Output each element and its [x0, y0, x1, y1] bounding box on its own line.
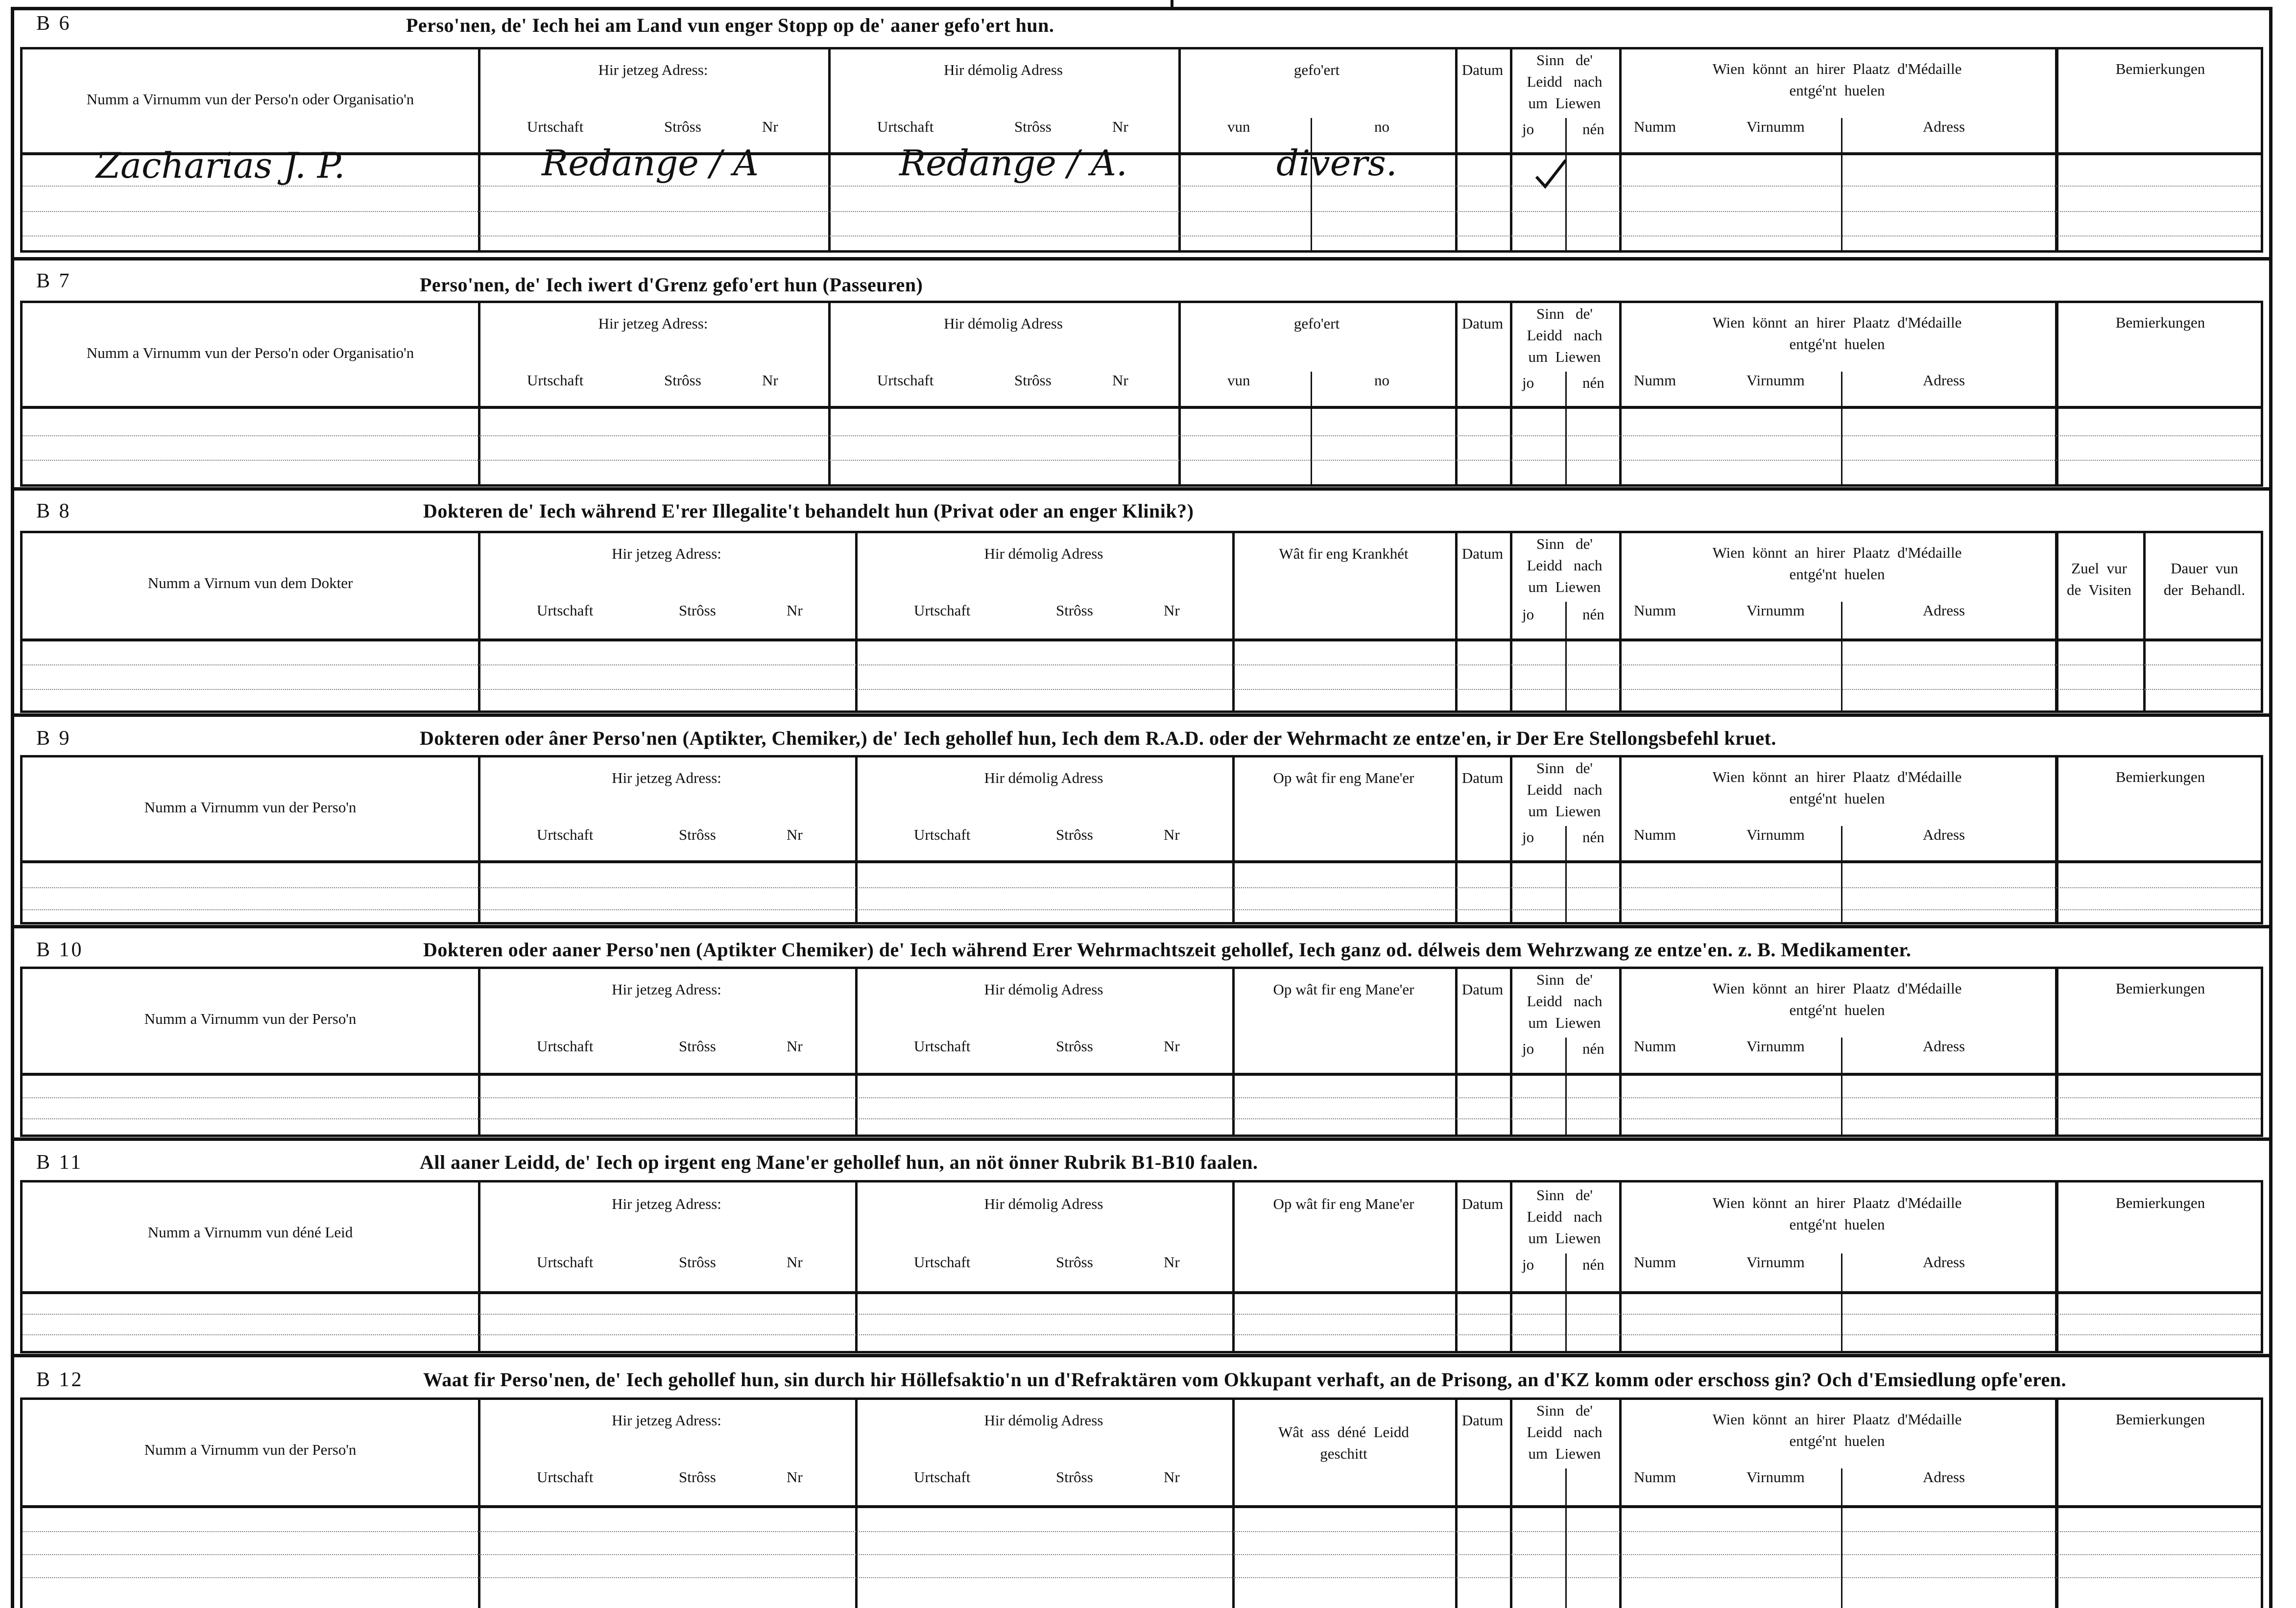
section-b8: [14, 491, 2269, 717]
section-title: Dokteren de' Iech während E'rer Illegalite't behandelt hun (Privat oder an enger Klinik?): [423, 500, 1194, 522]
handwritten-current-address: Redange / A: [542, 142, 759, 184]
section-title: Dokteren oder aaner Perso'nen (Aptikter Chemiker) de' Iech während Erer Wehrmachtszeit gehollef, Iech ganz od. délweis dem Wehrzwang ze entze'en. z. B. Medikamenter.: [423, 939, 1912, 961]
section-table: Numm a Virnumm vun der Perso'n oder Organisatio'n Hir jetzeg Adress: Urtschaft Strôss Nr Hir démolig Adress Urtschaft Strôss Nr gefo'ert vun no Datum Sinn de' Leidd nach um Liewen jo nén Wien könnt an hirer Plaatz d'Médaille entgé'nt huelen Numm Virnumm Adress Bemierkungen Zacharias J. P. Redange / A Redange / A. divers.: [20, 47, 2263, 253]
section-table: Numm a Virnumm vun déné Leid Hir jetzeg Adress: Urtschaft Strôss Nr Hir démolig Adress Urtschaft Strôss Nr Op wât fir eng Mane'er Datum Sinn de' Leidd nach um Liewen jo nén Wien könnt an hirer Plaatz d'Médaille entgé'nt huelen Numm Virnumm Adress Bemierkungen: [20, 1180, 2263, 1353]
sinn-header: Sinn de' Leidd nach um Liewen: [1527, 51, 1602, 112]
name-col-header: Numm a Virnumm vun der Perso'n oder Organisatio'n: [86, 91, 414, 108]
handwritten-former-address: Redange / A.: [899, 142, 1127, 184]
check-mark-icon: [1533, 157, 1568, 191]
handwritten-transport: divers.: [1276, 142, 1397, 184]
name-col-header: Numm a Virnumm vun der Perso'n: [144, 1010, 357, 1027]
section-b9: [14, 717, 2269, 928]
name-col-header: Numm a Virnumm vun der Perso'n: [144, 799, 357, 816]
section-title: Waat fir Perso'nen, de' Iech gehollef hun, sin durch hir Höllefsaktio'n un d'Refraktären vom Okkupant verhaft, an de Prisong, an d'KZ komm oder erschoss gin? Och d'Emsiedlung opfe'eren.: [423, 1369, 2067, 1391]
current-address-header: Hir jetzeg Adress:: [598, 61, 708, 78]
section-code: B 6: [36, 12, 72, 35]
section-title: Dokteren oder âner Perso'nen (Aptikter, Chemiker,) de' Iech gehollef hun, Iech dem R.A.D. oder der Wehrmacht ze entze'en, ir Der Ere Stellongsbefehl kruet.: [420, 727, 1776, 749]
medal-header: Wien könnt an hirer Plaatz d'Médaille entgé'nt huelen: [1712, 60, 1962, 99]
section-b10: [14, 928, 2269, 1141]
section-b11: [14, 1141, 2269, 1357]
section-table: Numm a Virnum vun dem Dokter Hir jetzeg Adress: Urtschaft Strôss Nr Hir démolig Adress Urtschaft Strôss Nr Wât fir eng Krankhét Datum Sinn de' Leidd nach um Liewen jo nén Wien könnt an hirer Plaatz d'Médaille entgé'nt huelen Numm Virnumm Adress Zuel vur de Visiten Dauer vun der Behandl.: [20, 531, 2263, 713]
section-code: B 10: [36, 939, 84, 961]
section-code: B 11: [36, 1151, 83, 1174]
section-code: B 8: [36, 500, 72, 522]
section-code: B 9: [36, 727, 72, 750]
section-title: Perso'nen, de' Iech iwert d'Grenz gefo'ert hun (Passeuren): [420, 274, 923, 296]
datum-header: Datum: [1461, 61, 1504, 78]
name-col-header: Numm a Virnumm vun der Perso'n: [144, 1441, 357, 1458]
handwritten-name: Zacharias J. P.: [96, 145, 345, 186]
duration-header: Dauer vun der Behandl.: [2163, 560, 2246, 598]
name-col-header: Numm a Virnumm vun der Perso'n oder Organisatio'n: [86, 344, 414, 361]
section-b12: [14, 1357, 2269, 1608]
section-table: Numm a Virnumm vun der Perso'n Hir jetzeg Adress: Urtschaft Strôss Nr Hir démolig Adress Urtschaft Strôss Nr Wât ass déné Leidd geschitt Datum Sinn de' Leidd nach um Liewen Wien könnt an hirer Plaatz d'Médaille entgé'nt huelen Numm Virnumm Adress Bemierkungen: [20, 1397, 2263, 1608]
extra-col-header: gefo'ert: [1293, 61, 1340, 78]
remarks-header: Bemierkungen: [2115, 60, 2205, 77]
visits-header: Zuel vur de Visiten: [2067, 560, 2131, 598]
section-b7: [14, 260, 2269, 491]
top-fold-mark: [1171, 0, 1173, 7]
section-code: B 7: [36, 270, 72, 292]
section-b6: [14, 7, 2269, 260]
section-table: Numm a Virnumm vun der Perso'n Hir jetzeg Adress: Urtschaft Strôss Nr Hir démolig Adress Urtschaft Strôss Nr Op wât fir eng Mane'er Datum Sinn de' Leidd nach um Liewen jo nén Wien könnt an hirer Plaatz d'Médaille entgé'nt huelen Numm Virnumm Adress Bemierkungen: [20, 967, 2263, 1137]
section-code: B 12: [36, 1369, 84, 1391]
section-title: Perso'nen, de' Iech hei am Land vun enger Stopp op de' aaner gefo'ert hun.: [406, 14, 1054, 36]
former-address-header: Hir démolig Adress: [944, 61, 1063, 78]
section-table: Numm a Virnumm vun der Perso'n oder Organisatio'n Hir jetzeg Adress: Urtschaft Strôss Nr Hir démolig Adress Urtschaft Strôss Nr gefo'ert vun no Datum Sinn de' Leidd nach um Liewen jo nén Wien könnt an hirer Plaatz d'Médaille entgé'nt huelen Numm Virnumm Adress Bemierkungen: [20, 301, 2263, 487]
name-col-header: Numm a Virnum vun dem Dokter: [147, 574, 353, 591]
section-title: All aaner Leidd, de' Iech op irgent eng Mane'er gehollef hun, an nöt önner Rubrik B1-B10 faalen.: [420, 1151, 1258, 1173]
section-table: Numm a Virnumm vun der Perso'n Hir jetzeg Adress: Urtschaft Strôss Nr Hir démolig Adress Urtschaft Strôss Nr Op wât fir eng Mane'er Datum Sinn de' Leidd nach um Liewen jo nén Wien könnt an hirer Plaatz d'Médaille entgé'nt huelen Numm Virnumm Adress Bemierkungen: [20, 755, 2263, 924]
name-col-header: Numm a Virnumm vun déné Leid: [147, 1224, 353, 1241]
